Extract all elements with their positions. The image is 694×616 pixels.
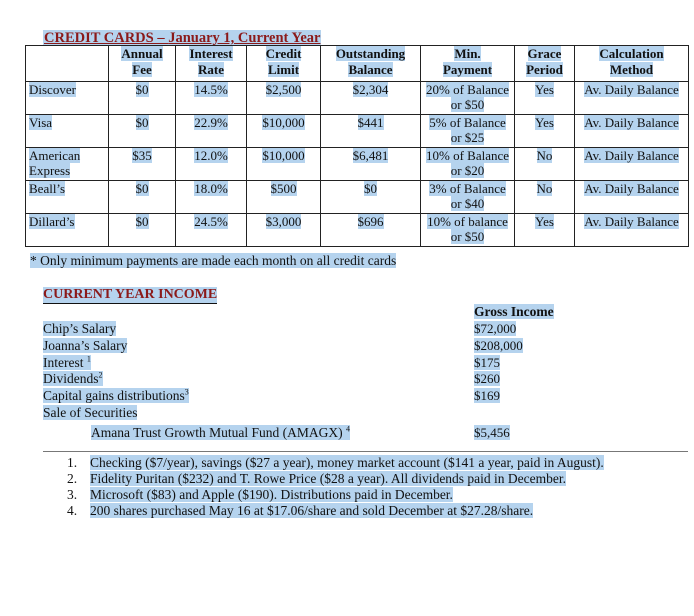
card-name: Visa: [26, 115, 109, 148]
calculation-method: Av. Daily Balance: [575, 148, 689, 181]
interest-rate: 18.0%: [176, 181, 247, 214]
credit-cards-title: CREDIT CARDS – January 1, Current Year: [44, 30, 321, 46]
card-name: American Express: [26, 148, 109, 181]
outstanding-balance: $441: [321, 115, 421, 148]
income-label-chips-salary: Chip’s Salary: [43, 321, 117, 336]
table-header-row: [26, 46, 689, 82]
table-row: [26, 148, 689, 181]
income-value-joannas-salary: $208,000: [474, 338, 523, 353]
credit-cards-footnote: * Only minimum payments are made each month on all credit cards: [30, 253, 397, 268]
footnote-item: 4. 200 shares purchased May 16 at $17.06/share and sold December at $27.28/share.: [67, 503, 534, 518]
income-value-chips-salary: $72,000: [474, 321, 517, 336]
grace-period: No: [515, 181, 575, 214]
column-header-annual-fee: Annual Fee: [109, 46, 176, 82]
min-payment: 20% of Balance or $50: [421, 82, 515, 115]
min-payment: 10% of Balance or $20: [421, 148, 515, 181]
interest-rate: 22.9%: [176, 115, 247, 148]
income-value-amagx: $5,456: [474, 425, 510, 440]
table-row: [26, 181, 689, 214]
income-label-interest: Interest $^1$: [43, 354, 91, 370]
outstanding-balance: $2,304: [321, 82, 421, 115]
calculation-method: Av. Daily Balance: [575, 214, 689, 247]
card-name: Dillard’s: [26, 214, 109, 247]
income-value-interest: $175: [474, 355, 500, 370]
card-name: Beall’s: [26, 181, 109, 214]
card-name: Discover: [26, 82, 109, 115]
outstanding-balance: $6,481: [321, 148, 421, 181]
column-header-calculation-method: Calculation Method: [575, 46, 689, 82]
annual-fee: $0: [109, 181, 176, 214]
interest-rate: 12.0%: [176, 148, 247, 181]
credit-limit: $10,000: [247, 115, 321, 148]
column-header-credit-limit: Credit Limit: [247, 46, 321, 82]
gross-income-header: Gross Income: [474, 304, 554, 319]
interest-rate: 24.5%: [176, 214, 247, 247]
income-title: CURRENT YEAR INCOME: [43, 287, 218, 302]
column-header-interest-rate: Interest Rate: [176, 46, 247, 82]
footnote-item: 3. Microsoft ($83) and Apple ($190). Distributions paid in December.: [67, 487, 453, 502]
income-value-dividends: $260: [474, 371, 500, 386]
annual-fee: $0: [109, 115, 176, 148]
credit-limit: $500: [247, 181, 321, 214]
annual-fee: $35: [109, 148, 176, 181]
interest-rate: 14.5%: [176, 82, 247, 115]
income-label-amagx: Amana Trust Growth Mutual Fund (AMAGX) $^4$: [91, 424, 351, 440]
income-label-capital-gains: Capital gains distributions$^3$: [43, 387, 189, 403]
annual-fee: $0: [109, 82, 176, 115]
min-payment: 3% of Balance or $40: [421, 181, 515, 214]
table-row: [26, 115, 689, 148]
footnote-item: 2. Fidelity Puritan ($232) and T. Rowe Price ($28 a year). All dividends paid in December.: [67, 471, 567, 486]
calculation-method: Av. Daily Balance: [575, 82, 689, 115]
credit-limit: $2,500: [247, 82, 321, 115]
column-header-outstanding-balance: Outstanding Balance: [321, 46, 421, 82]
min-payment: 5% of Balance or $25: [421, 115, 515, 148]
footnote-divider: [43, 451, 688, 452]
income-label-dividends: Dividends$^2$: [43, 370, 103, 386]
calculation-method: Av. Daily Balance: [575, 115, 689, 148]
footnotes-list: [43, 455, 604, 519]
credit-limit: $3,000: [247, 214, 321, 247]
outstanding-balance: $0: [321, 181, 421, 214]
credit-limit: $10,000: [247, 148, 321, 181]
outstanding-balance: $696: [321, 214, 421, 247]
income-value-capital-gains: $169: [474, 388, 500, 403]
grace-period: Yes: [515, 82, 575, 115]
column-header-card: [26, 46, 109, 82]
column-header-grace-period: Grace Period: [515, 46, 575, 82]
annual-fee: $0: [109, 214, 176, 247]
calculation-method: Av. Daily Balance: [575, 181, 689, 214]
income-label-sale-of-securities: Sale of Securities: [43, 405, 138, 420]
credit-cards-table: [25, 45, 689, 247]
table-row: [26, 82, 689, 115]
column-header-min-payment: Min. Payment: [421, 46, 515, 82]
min-payment: 10% of balance or $50: [421, 214, 515, 247]
grace-period: No: [515, 148, 575, 181]
grace-period: Yes: [515, 115, 575, 148]
table-row: [26, 214, 689, 247]
grace-period: Yes: [515, 214, 575, 247]
income-label-joannas-salary: Joanna’s Salary: [43, 338, 128, 353]
footnote-item: 1. Checking ($7/year), savings ($27 a year), money market account ($141 a year, paid in August).: [67, 455, 604, 470]
